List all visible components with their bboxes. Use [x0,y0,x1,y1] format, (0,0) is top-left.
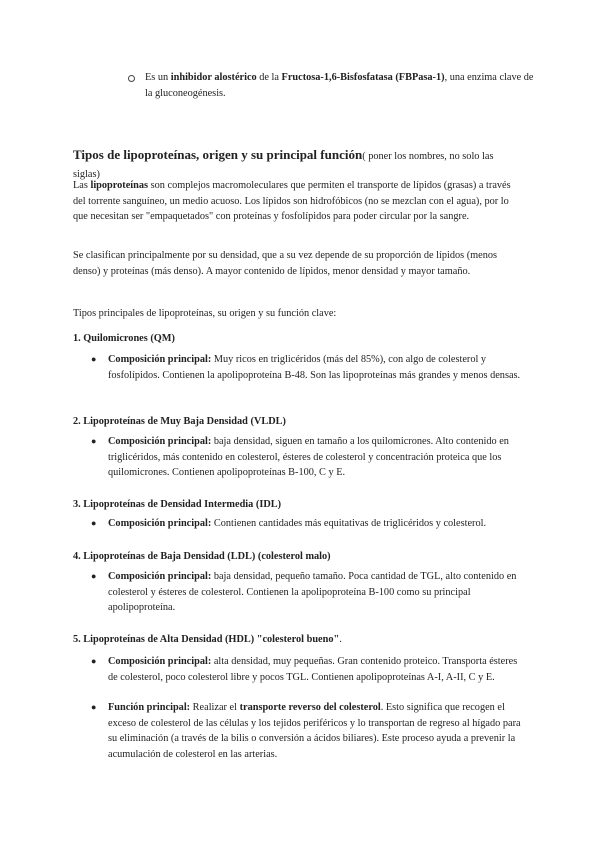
classification-paragraph: Se clasifican principalmente por su densidad, que a su vez depende de su proporción de lípidos (menos denso) y proteínas (más denso). A mayor contenido de lípidos, menor densidad y mayor tamaño. [73,250,498,277]
bullet-icon: ● [91,702,97,712]
heading-title: Tipos de lipoproteínas, origen y su principal función [73,147,363,162]
section-title-idl: 3. Lipoproteínas de Densidad Intermedia (IDL) [73,499,282,510]
bullet-icon: ● [91,656,97,666]
section-title-ldl: 4. Lipoproteínas de Baja Densidad (LDL) (colesterol malo) [73,551,331,562]
hdl-function: Función principal: Realizar el transporte reverso del colesterol. Esto significa que recogen el exceso de colesterol de las células y los tejidos periféricos y lo transportan de regreso al hígado para su eliminación (a través de la bilis o conversión a ácidos biliares). Este proceso ayuda a prevenir la acumulación de colesterol en las arterias. [108,702,521,760]
bullet-icon: ● [91,354,97,364]
heading-note: ( poner los nombres, no solo las siglas) [73,151,494,180]
ldl-composition: Composición principal: baja densidad, pequeño tamaño. Poca cantidad de TGL, alto contenido en colesterol y ésteres de colesterol. Contienen la apolipoproteína B-100 como su principal apolipoproteína. [108,571,517,613]
hollow-circle-bullet-icon [128,75,135,82]
section-title-qm: 1. Quilomicrones (QM) [73,333,175,344]
fbpasa-bullet-text: Es un inhibidor alostérico de la Fructosa-1,6-Bisfosfatasa (FBPasa-1), una enzima clave de la gluconeogénesis. [145,72,534,99]
bullet-icon: ● [91,571,97,581]
hdl-composition: Composición principal: alta densidad, muy pequeñas. Gran contenido proteico. Transporta ésteres de colesterol, poco colesterol libre y pocos TGL. Contienen apolipoproteínas A-I, A-II, C y E. [108,656,518,683]
idl-composition: Composición principal: Contienen cantidades más equitativas de triglicéridos y colesterol. [108,518,487,529]
vldl-composition: Composición principal: baja densidad, siguen en tamaño a los quilomicrones. Alto contenido en triglicéridos, más contenido en colesterol, ésteres de colesterol y concentración proteica que los quilomicrones. Contienen apolipoproteínas B-100, C y E. [108,436,509,478]
section-title-hdl: 5. Lipoproteínas de Alta Densidad (HDL) "colesterol bueno". [73,634,342,645]
section-title-vldl: 2. Lipoproteínas de Muy Baja Densidad (VLDL) [73,416,286,427]
bullet-icon: ● [91,436,97,446]
intro-paragraph: Las lipoproteínas son complejos macromoleculares que permiten el transporte de lípidos (grasas) a través del torrente sanguíneo, un medio acuoso. Los lípidos son hidrofóbicos (no se mezclan con el agua), por lo que necesitan ser "empaquetados" con proteínas y fosfolípidos para poder circular por la sangre. [73,180,511,222]
qm-composition: Composición principal: Muy ricos en triglicéridos (más del 85%), con algo de colesterol y fosfolípidos. Contienen la apolipoproteína B-48. Son las lipoproteínas más grandes y menos densas. [108,354,521,381]
bullet-icon: ● [91,518,97,528]
types-intro: Tipos principales de lipoproteínas, su origen y su función clave: [73,308,337,319]
